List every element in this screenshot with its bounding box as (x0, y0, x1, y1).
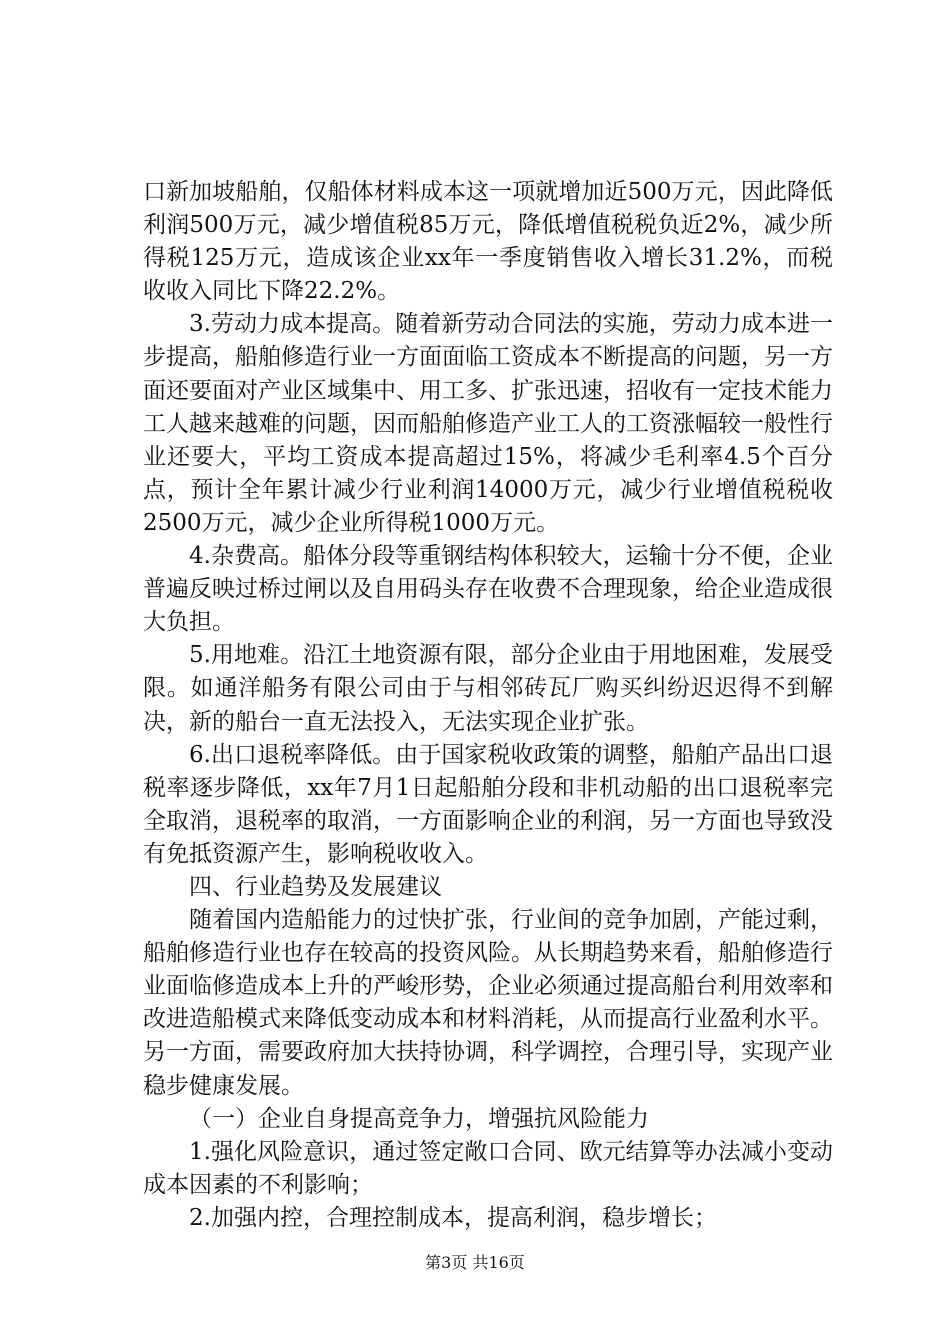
paragraph-land-use: 5.用地难。沿江土地资源有限，部分企业由于用地困难，发展受限。如通洋船务有限公司由于与相邻砖瓦厂购买纠纷迟迟得不到解决，新的船台一直无法投入，无法实现企业扩张。 (143, 642, 833, 735)
section-heading-trends: 四、行业趋势及发展建议 (189, 873, 442, 900)
page-footer (0, 1253, 950, 1273)
paragraph-trends: 随着国内造船能力的过快扩张，行业间的竞争加剧，产能过剩，船舶修造行业也存在较高的投资风险。从长期趋势来看，船舶修造行业面临修造成本上升的严峻形势，企业必须通过提高船台利用效率和改进造船模式来降低变动成本和材料消耗，从而提高行业盈利水平。另一方面，需要政府加大扶持协调，科学调控，合理引导，实现产业稳步健康发展。 (143, 907, 833, 1099)
paragraph-continuation: 口新加坡船舶，仅船体材料成本这一项就增加近500万元，因此降低利润500万元，减少增值税85万元，降低增值税税负近2%，减少所得税125万元，造成该企业xx年一季度销售收入增长31.2%，而税收收入同比下降22.2%。 (143, 179, 833, 305)
paragraph-export-rebate: 6.出口退税率降低。由于国家税收政策的调整，船舶产品出口退税率逐步降低，xx年7月1日起船舶分段和非机动船的出口退税率完全取消，退税率的取消，一方面影响企业的利润，另一方面也导致没有免抵资源产生，影响税收收入。 (143, 741, 833, 867)
list-item-risk-awareness: 1.强化风险意识，通过签定敞口合同、欧元结算等办法减小变动成本因素的不利影响； (143, 1138, 833, 1198)
subsection-heading-competitiveness: （一）企业自身提高竞争力，增强抗风险能力 (189, 1105, 649, 1132)
page-number-label: 第3页 共16页 (425, 1253, 525, 1272)
paragraph-misc-fees: 4.杂费高。船体分段等重钢结构体积较大，运输十分不便，企业普遍反映过桥过闸以及自用码头存在收费不合理现象，给企业造成很大负担。 (143, 543, 833, 636)
document-body (143, 176, 833, 1235)
list-item-internal-control: 2.加强内控，合理控制成本，提高利润，稳步增长； (189, 1204, 717, 1231)
paragraph-labor-cost: 3.劳动力成本提高。随着新劳动合同法的实施，劳动力成本进一步提高，船舶修造行业一方面面临工资成本不断提高的问题，另一方面还要面对产业区域集中、用工多、扩张迅速，招收有一定技术能力工人越来越难的问题，因而船舶修造产业工人的工资涨幅较一般性行业还要大，平均工资成本提高超过15%，将减少毛利率4.5个百分点，预计全年累计减少行业利润14000万元，减少行业增值税税收2500万元，减少企业所得税1000万元。 (143, 311, 833, 536)
